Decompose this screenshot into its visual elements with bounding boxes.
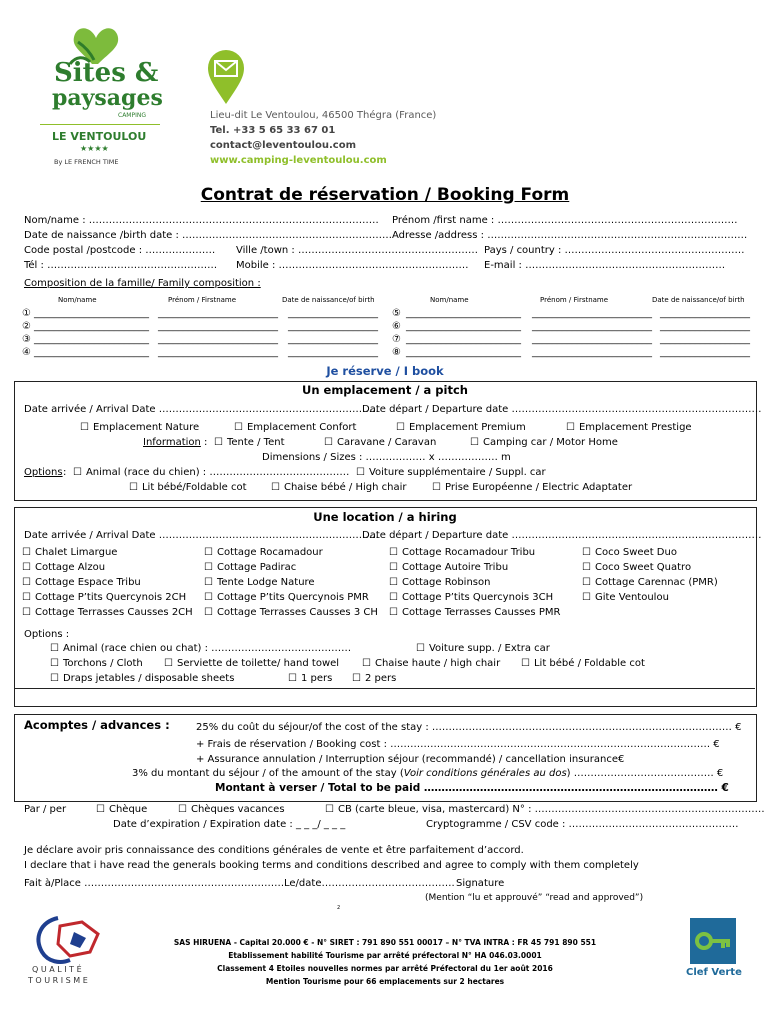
identity-postcode-field[interactable]: Code postal /postcode : …………………: [24, 245, 216, 256]
see-conditions-link: Voir conditions générales au dos: [403, 768, 567, 779]
identity-email-field[interactable]: E-mail : ……………………………………………………: [484, 260, 726, 271]
family-member-name-field[interactable]: _______________________: [406, 321, 521, 332]
hiring-departure-field[interactable]: Date départ / Departure date …………………………………………………………………: [362, 530, 762, 541]
family-col-name: Nom/name: [58, 296, 97, 304]
brand-line1: Sites &: [54, 58, 159, 88]
insurance-field[interactable]: + Assurance annulation / Interruption séjour (recommandé) / cancellation insurance€: [196, 754, 625, 765]
brand-line2: paysages: [52, 85, 163, 111]
card-csv-field[interactable]: Cryptogramme / CSV code : ……………………………………………: [426, 819, 739, 830]
hiring-option-car-checkbox[interactable]: ☐ Voiture supp. / Extra car: [416, 642, 550, 656]
hiring-option-sheets-checkbox[interactable]: ☐ Draps jetables / disposable sheets: [50, 672, 234, 686]
pay-holiday-voucher-checkbox[interactable]: ☐ Chèques vacances: [178, 803, 285, 817]
card-expiry-field[interactable]: Date d’expiration / Expiration date : _ _ _/ _ _ _: [113, 819, 346, 830]
footer-line1: SAS HIRUENA - Capital 20.000 € - N° SIRET : 791 890 551 00017 – N° TVA INTRA : FR 45 791 890 551: [173, 938, 597, 947]
mention-note: (Mention “lu et approuvé” “read and approved”): [425, 893, 644, 903]
rental-option-checkbox[interactable]: ☐ Cottage Padirac: [204, 561, 296, 575]
identity-firstname-field[interactable]: Prénom /first name : ………………………………………………………………: [392, 215, 738, 226]
booking-cost-field[interactable]: + Frais de réservation / Booking cost : …………………………………………………………………………………… €: [196, 739, 720, 750]
footer-legal: [0, 936, 770, 988]
info-motorhome-checkbox[interactable]: ☐ Camping car / Motor Home: [470, 436, 618, 450]
family-member-birth-field[interactable]: __________________: [288, 308, 378, 319]
stay-3pct-field[interactable]: [132, 767, 723, 781]
identity-country-field[interactable]: Pays / country : ………………………………………………: [484, 245, 745, 256]
family-member-name-field[interactable]: _______________________: [34, 334, 149, 345]
rental-option-checkbox[interactable]: ☐ Coco Sweet Quatro: [582, 561, 691, 575]
family-member-number: ②: [22, 321, 31, 332]
rental-option-checkbox[interactable]: ☐ Cottage Autoire Tribu: [389, 561, 508, 575]
pitch-departure-field[interactable]: Date départ / Departure date …………………………………………………………………: [362, 404, 762, 415]
family-member-number: ④: [22, 347, 31, 358]
place-field[interactable]: Fait à/Place ……………………………………………………: [24, 878, 285, 889]
family-col-birth: Date de naissance/of birth: [282, 296, 375, 304]
pitch-type-confort-checkbox[interactable]: ☐ Emplacement Confort: [234, 421, 356, 435]
family-member-firstname-field[interactable]: ________________________: [532, 334, 652, 345]
rental-option-checkbox[interactable]: ☐ Cottage Robinson: [389, 576, 490, 590]
family-member-name-field[interactable]: _______________________: [406, 334, 521, 345]
family-member-name-field[interactable]: _______________________: [34, 321, 149, 332]
hiring-option-towel-checkbox[interactable]: ☐ Serviette de toilette/ hand towel: [164, 657, 339, 671]
family-member-firstname-field[interactable]: ________________________: [158, 321, 278, 332]
signature-label[interactable]: Signature: [456, 878, 505, 889]
hiring-option-animal-checkbox[interactable]: ☐ Animal (race chien ou chat) : ……………………………………: [50, 642, 351, 656]
hiring-options-label: Options :: [24, 629, 70, 640]
hiring-option-highchair-checkbox[interactable]: ☐ Chaise haute / high chair: [362, 657, 500, 671]
footer-line2: Etablissement habilité Tourisme par arrêté préfectoral N° HA 046.03.0001: [228, 951, 542, 960]
rental-option-checkbox[interactable]: ☐ Chalet Limargue: [22, 546, 117, 560]
hiring-option-cloth-checkbox[interactable]: ☐ Torchons / Cloth: [50, 657, 143, 671]
tourisme-text: T O U R I S M E: [28, 976, 88, 985]
identity-name-field[interactable]: Nom/name : ……………………………………………………………………………: [24, 215, 379, 226]
rental-option-checkbox[interactable]: ☐ Cottage P’tits Quercynois 3CH: [389, 591, 553, 605]
family-member-birth-field[interactable]: __________________: [288, 334, 378, 345]
footer-line4: Mention Tourisme pour 66 emplacements sur 2 hectares: [265, 977, 505, 986]
declaration-en: I declare that i have read the generals booking terms and conditions described and agree to comply with them completely: [24, 860, 639, 871]
rental-option-checkbox[interactable]: ☐ Cottage P’tits Quercynois 2CH: [22, 591, 186, 605]
pitch-option-car-checkbox[interactable]: ☐ Voiture supplémentaire / Suppl. car: [356, 466, 546, 480]
family-member-firstname-field[interactable]: ________________________: [158, 334, 278, 345]
advance-25pct-field[interactable]: 25% du coût du séjour/of the cost of the stay : ……………………………………………………………………………… €: [196, 722, 742, 733]
family-member-number: ⑦: [392, 334, 401, 345]
rental-option-checkbox[interactable]: ☐ Cottage Terrasses Causses 2CH: [22, 606, 193, 620]
identity-town-field[interactable]: Ville /town : ………………………………………………: [236, 245, 478, 256]
stay-3pct-dots: ) …………………………………… €: [566, 768, 724, 779]
footer-line3: Classement 4 Etoiles nouvelles normes par arrêté Préfectoral du 1er août 2016: [217, 964, 553, 973]
camping-name: LE VENTOULOU: [52, 130, 147, 143]
pitch-options-label: Options: [24, 467, 63, 478]
pitch-info-label: Information: [143, 437, 201, 448]
pitch-arrival-field[interactable]: Date arrivée / Arrival Date …………………………………………………………: [24, 404, 379, 415]
pitch-type-nature-checkbox[interactable]: ☐ Emplacement Nature: [80, 421, 199, 435]
rental-option-checkbox[interactable]: ☐ Cottage Espace Tribu: [22, 576, 141, 590]
family-col-firstname: Prénom / Firstname: [168, 296, 237, 304]
family-member-birth-field[interactable]: __________________: [288, 321, 378, 332]
rental-option-checkbox[interactable]: ☐ Cottage P’tits Quercynois PMR: [204, 591, 369, 605]
family-member-birth-field[interactable]: __________________: [660, 334, 750, 345]
pitch-option-highchair-checkbox[interactable]: ☐ Chaise bébé / High chair: [271, 481, 406, 495]
family-col-firstname-2: Prénom / Firstname: [540, 296, 609, 304]
family-member-name-field[interactable]: _______________________: [34, 347, 149, 358]
hiring-option-2pers-checkbox[interactable]: ☐ 2 pers: [352, 672, 396, 686]
advances-label: Acomptes / advances :: [24, 718, 170, 732]
family-member-birth-field[interactable]: __________________: [660, 347, 750, 358]
rental-option-checkbox[interactable]: ☐ Coco Sweet Duo: [582, 546, 677, 560]
family-member-firstname-field[interactable]: ________________________: [532, 308, 652, 319]
family-member-number: ①: [22, 308, 31, 319]
date-field[interactable]: Le/date………………………………….: [284, 878, 455, 889]
page-title: Contrat de réservation / Booking Form: [200, 185, 570, 205]
stay-3pct-text: 3% du montant du séjour / of the amount of the stay (: [132, 768, 404, 779]
family-member-birth-field[interactable]: __________________: [660, 308, 750, 319]
family-col-birth-2: Date de naissance/of birth: [652, 296, 745, 304]
pay-cheque-checkbox[interactable]: ☐ Chèque: [96, 803, 147, 817]
family-member-name-field[interactable]: _______________________: [406, 347, 521, 358]
rental-option-checkbox[interactable]: ☐ Cottage Rocamadour Tribu: [389, 546, 535, 560]
page-number: 2: [337, 905, 341, 911]
family-col-name-2: Nom/name: [430, 296, 469, 304]
pitch-type-prestige-checkbox[interactable]: ☐ Emplacement Prestige: [566, 421, 692, 435]
identity-birthdate-field[interactable]: Date de naissance /birth date : ………………………………………………………: [24, 230, 393, 241]
pitch-option-adapter-checkbox[interactable]: ☐ Prise Européenne / Electric Adaptater: [432, 481, 632, 495]
identity-mobile-field[interactable]: Mobile : …………………………………………………: [236, 260, 469, 271]
rental-option-checkbox[interactable]: ☐ Cottage Terrasses Causses 3 CH: [204, 606, 378, 620]
family-member-number: ⑥: [392, 321, 401, 332]
contact-website[interactable]: www.camping-leventoulou.com: [210, 155, 387, 166]
total-to-pay-field[interactable]: Montant à verser / Total to be paid ………………………………………………………………………… €: [215, 782, 729, 794]
identity-address-field[interactable]: Adresse /address : ……………………………………………………………………: [392, 230, 748, 241]
rental-option-checkbox[interactable]: ☐ Tente Lodge Nature: [204, 576, 315, 590]
rental-option-checkbox[interactable]: ☐ Cottage Terrasses Causses PMR: [389, 606, 560, 620]
contact-block: [210, 108, 436, 168]
family-member-firstname-field[interactable]: ________________________: [158, 347, 278, 358]
identity-tel-field[interactable]: Tél : ……………………………………………: [24, 260, 218, 271]
contact-tel: Tel. +33 5 65 33 67 01: [210, 125, 336, 136]
hiring-option-cot-checkbox[interactable]: ☐ Lit bébé / Foldable cot: [521, 657, 645, 671]
pitch-option-cot-checkbox[interactable]: ☐ Lit bébé/Foldable cot: [129, 481, 247, 495]
family-member-name-field[interactable]: _______________________: [34, 308, 149, 319]
mail-pin-icon: [206, 48, 246, 106]
qualite-text: Q U A L I T É: [32, 965, 82, 974]
pitch-title: Un emplacement / a pitch: [302, 383, 468, 397]
rental-option-checkbox[interactable]: ☐ Gite Ventoulou: [582, 591, 669, 605]
pitch-option-animal-checkbox[interactable]: ☐ Animal (race du chien) : ……………………………………: [73, 466, 349, 480]
family-member-firstname-field[interactable]: ________________________: [158, 308, 278, 319]
pay-by-label: Par / per: [24, 804, 67, 815]
contact-email[interactable]: contact@leventoulou.com: [210, 140, 356, 151]
book-heading: Je réserve / I book: [326, 364, 444, 378]
rental-option-checkbox[interactable]: ☐ Cottage Rocamadour: [204, 546, 323, 560]
pitch-dimensions-field[interactable]: Dimensions / Sizes : ……………… x ……………… m: [262, 452, 511, 463]
info-tent-checkbox[interactable]: ☐ Tente / Tent: [214, 436, 285, 450]
pay-card-checkbox[interactable]: ☐ CB (carte bleue, visa, mastercard) N° : ……………………………………………………………: [325, 803, 765, 817]
family-label: Composition de la famille/ Family composition :: [24, 278, 261, 289]
by-french-time: By LE FRENCH TIME: [54, 158, 119, 166]
camping-logo: [40, 20, 170, 175]
family-member-name-field[interactable]: _______________________: [406, 308, 521, 319]
clef-verte-text: Clef Verte: [686, 967, 742, 978]
info-caravan-checkbox[interactable]: ☐ Caravane / Caravan: [324, 436, 436, 450]
family-member-birth-field[interactable]: __________________: [288, 347, 378, 358]
star-rating: ★★★★: [80, 144, 109, 153]
family-member-number: ⑤: [392, 308, 401, 319]
family-member-number: ⑧: [392, 347, 401, 358]
rental-option-checkbox[interactable]: ☐ Cottage Carennac (PMR): [582, 576, 718, 590]
pitch-type-premium-checkbox[interactable]: ☐ Emplacement Premium: [396, 421, 526, 435]
contact-address: Lieu-dit Le Ventoulou, 46500 Thégra (France): [210, 110, 437, 121]
family-member-firstname-field[interactable]: ________________________: [532, 347, 652, 358]
family-member-firstname-field[interactable]: ________________________: [532, 321, 652, 332]
colon: :: [204, 437, 208, 448]
family-member-number: ③: [22, 334, 31, 345]
hiring-option-1pers-checkbox[interactable]: ☐ 1 pers: [288, 672, 332, 686]
colon: :: [63, 467, 67, 478]
declaration-fr: Je déclare avoir pris connaissance des conditions générales de vente et être parfaitement d’accord.: [24, 845, 524, 856]
family-member-birth-field[interactable]: __________________: [660, 321, 750, 332]
hiring-arrival-field[interactable]: Date arrivée / Arrival Date …………………………………………………………: [24, 530, 379, 541]
rental-option-checkbox[interactable]: ☐ Cottage Alzou: [22, 561, 105, 575]
hiring-title: Une location / a hiring: [313, 510, 457, 524]
brand-sub: CAMPING: [118, 112, 146, 119]
